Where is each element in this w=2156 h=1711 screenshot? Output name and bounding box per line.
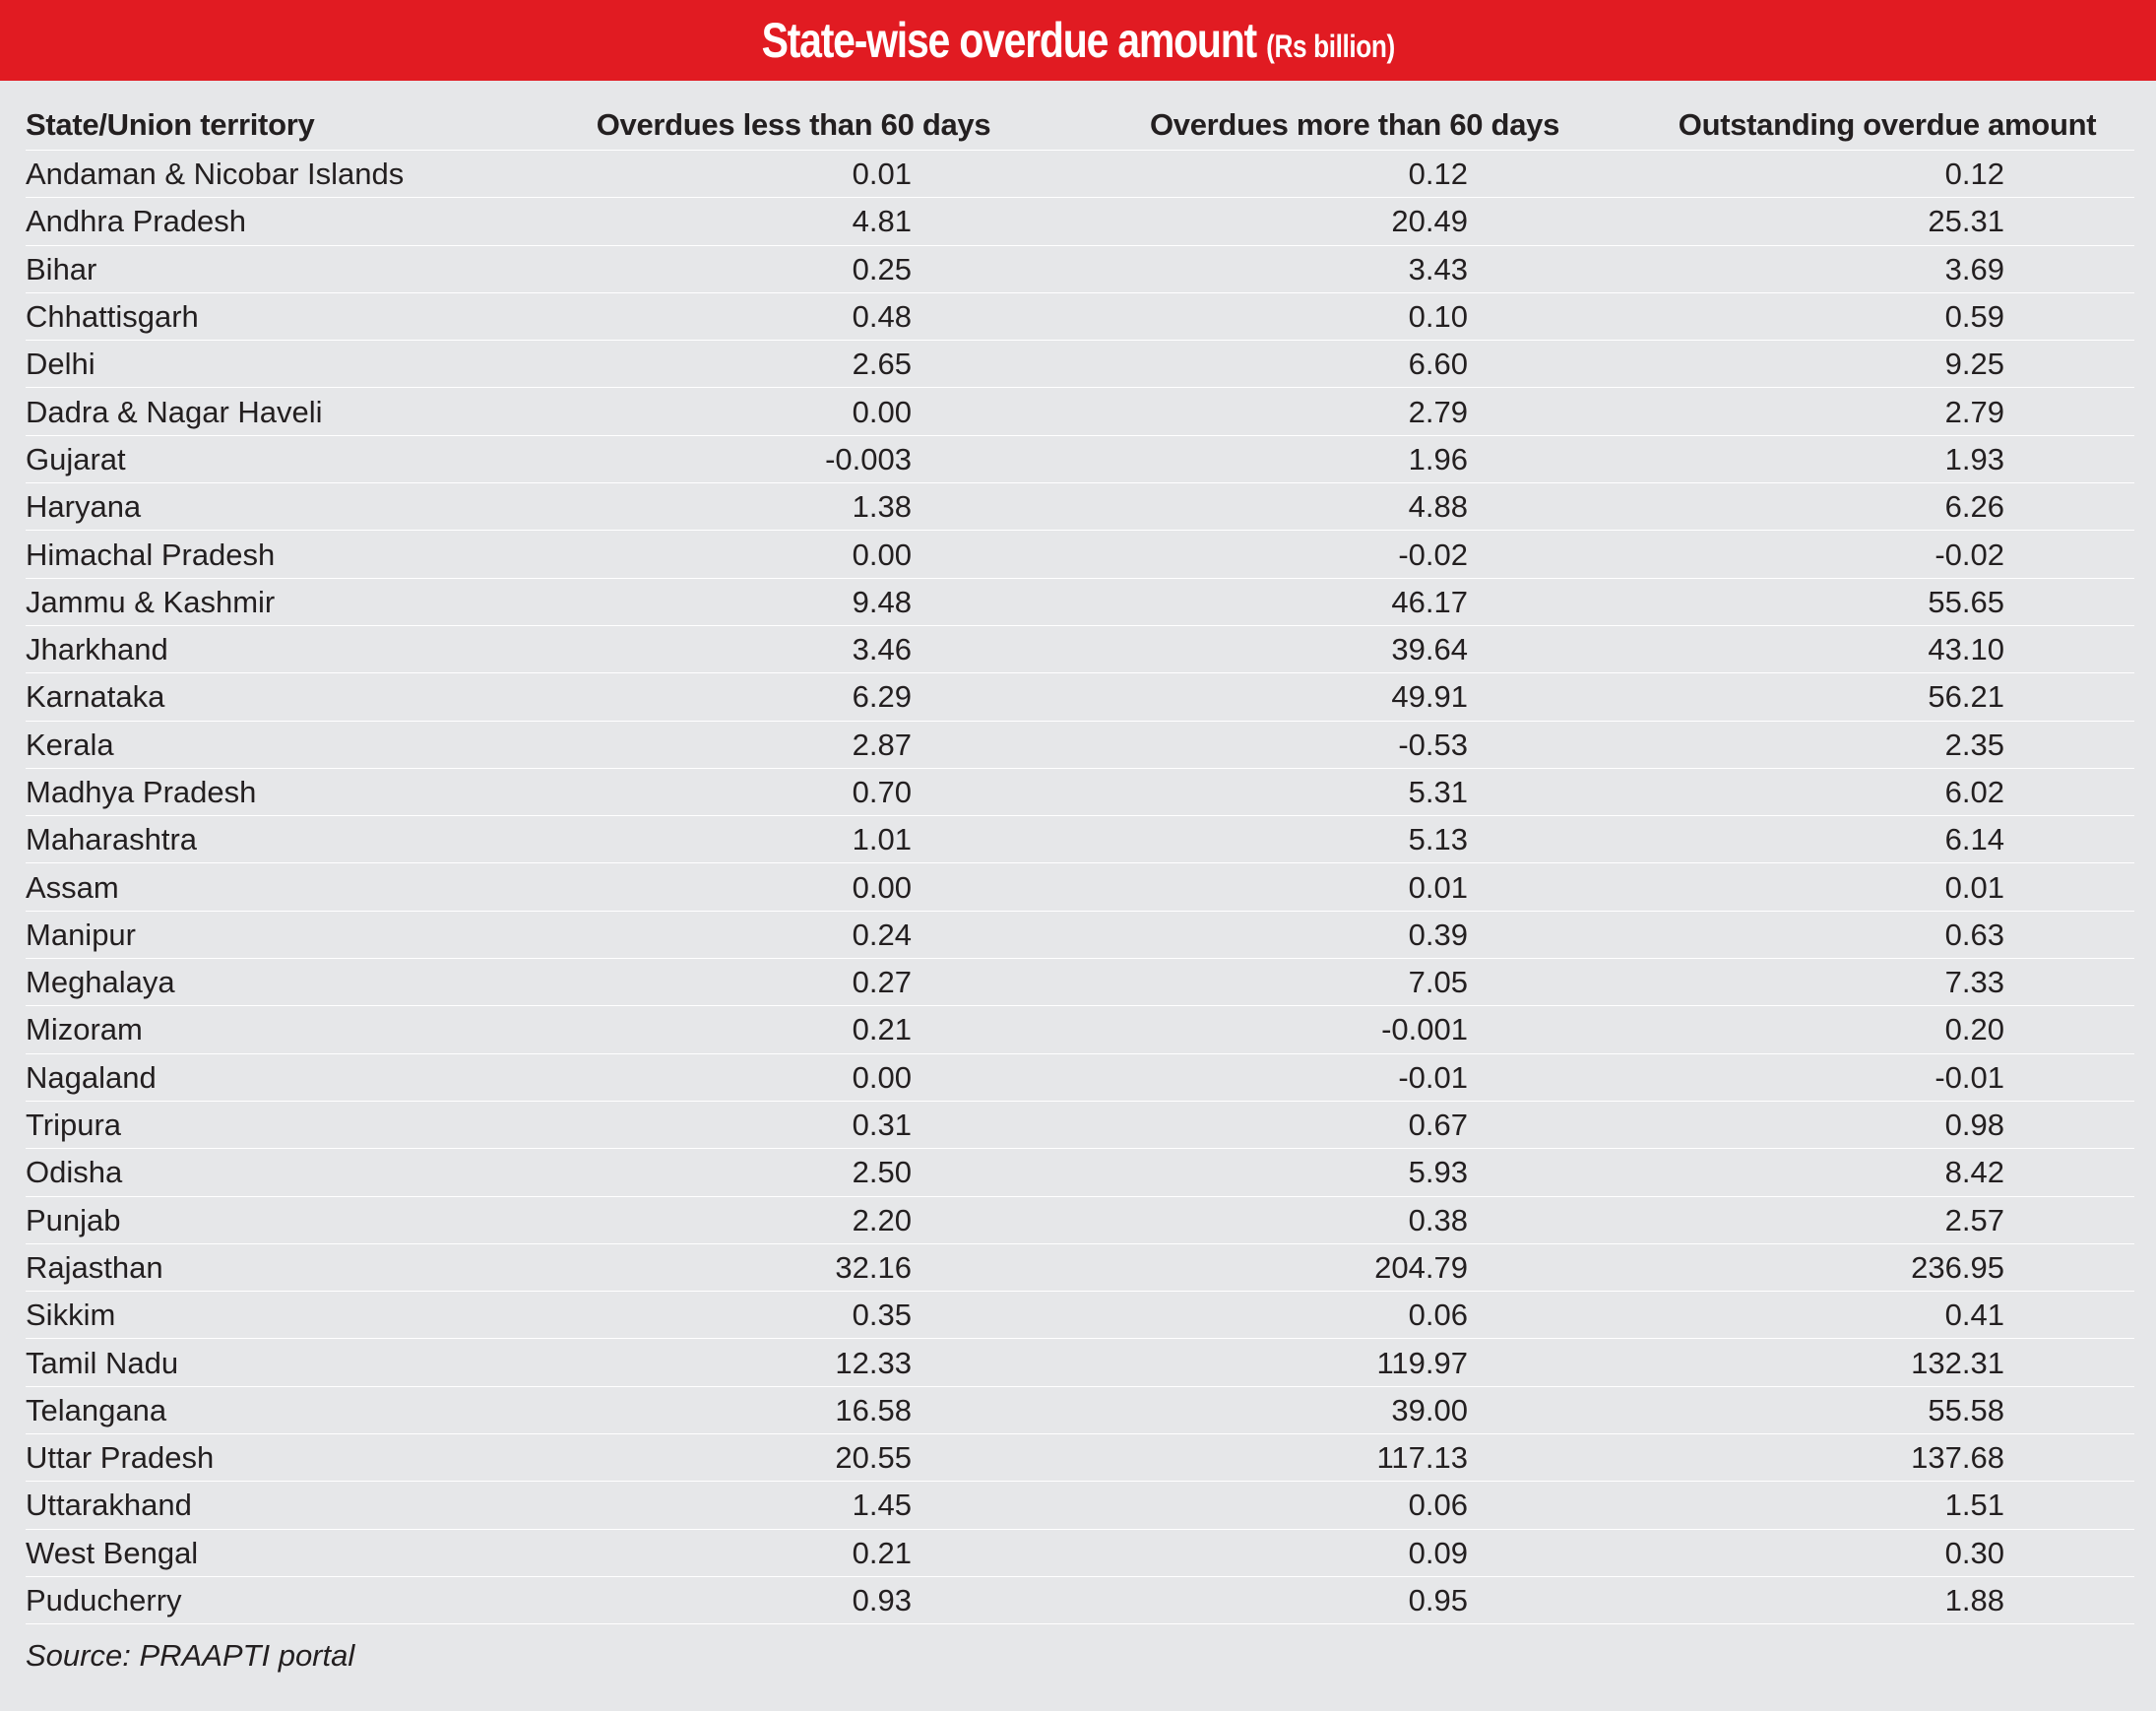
cell-less-60: 3.46 [518,625,1069,672]
cell-state: Sikkim [26,1292,518,1339]
table-row [26,388,2134,435]
cell-more-60: 2.79 [1069,388,1640,435]
cell-state: Telangana [26,1386,518,1433]
cell-less-60: 2.65 [518,341,1069,388]
cell-state: Delhi [26,341,518,388]
cell-state: Gujarat [26,435,518,482]
cell-state: Uttarakhand [26,1482,518,1529]
cell-outstanding: 6.14 [1640,816,2134,863]
cell-more-60: -0.001 [1069,1006,1640,1053]
cell-state: Assam [26,863,518,911]
cell-less-60: 0.27 [518,959,1069,1006]
table-row [26,768,2134,815]
cell-outstanding: 236.95 [1640,1243,2134,1291]
cell-less-60: 0.21 [518,1529,1069,1576]
cell-less-60: 0.35 [518,1292,1069,1339]
cell-outstanding: 0.41 [1640,1292,2134,1339]
table-row [26,673,2134,721]
header-less-60: Overdues less than 60 days [518,98,1069,151]
cell-state: Tripura [26,1101,518,1148]
table-row [26,1339,2134,1386]
table-row [26,911,2134,958]
cell-outstanding: -0.01 [1640,1053,2134,1101]
header-state: State/Union territory [26,98,518,151]
source-note: Source: PRAAPTI portal [26,1638,355,1673]
cell-outstanding: 0.59 [1640,292,2134,340]
cell-more-60: 7.05 [1069,959,1640,1006]
cell-more-60: 0.01 [1069,863,1640,911]
table-row [26,1101,2134,1148]
cell-outstanding: 1.93 [1640,435,2134,482]
cell-state: West Bengal [26,1529,518,1576]
cell-more-60: -0.02 [1069,531,1640,578]
cell-state: Mizoram [26,1006,518,1053]
cell-state: Madhya Pradesh [26,768,518,815]
cell-outstanding: 0.30 [1640,1529,2134,1576]
cell-state: Maharashtra [26,816,518,863]
table-row [26,1053,2134,1101]
cell-less-60: 1.38 [518,483,1069,531]
cell-less-60: 1.01 [518,816,1069,863]
cell-more-60: 0.95 [1069,1576,1640,1623]
cell-state: Nagaland [26,1053,518,1101]
cell-state: Dadra & Nagar Haveli [26,388,518,435]
chart-title-group [761,12,1394,69]
cell-outstanding: 0.20 [1640,1006,2134,1053]
cell-more-60: 204.79 [1069,1243,1640,1291]
cell-state: Meghalaya [26,959,518,1006]
cell-more-60: 1.96 [1069,435,1640,482]
cell-state: Jammu & Kashmir [26,578,518,625]
cell-more-60: 5.13 [1069,816,1640,863]
cell-more-60: 0.12 [1069,151,1640,198]
cell-state: Jharkhand [26,625,518,672]
table-row [26,1434,2134,1482]
cell-outstanding: 0.12 [1640,151,2134,198]
cell-more-60: 0.39 [1069,911,1640,958]
cell-less-60: 1.45 [518,1482,1069,1529]
table-row [26,1196,2134,1243]
cell-outstanding: 55.65 [1640,578,2134,625]
table-row [26,1386,2134,1433]
cell-less-60: 0.93 [518,1576,1069,1623]
cell-more-60: 0.06 [1069,1292,1640,1339]
cell-outstanding: 2.35 [1640,721,2134,768]
chart-title: State-wise overdue amount [761,13,1256,68]
cell-less-60: 32.16 [518,1243,1069,1291]
cell-outstanding: 6.26 [1640,483,2134,531]
cell-more-60: 6.60 [1069,341,1640,388]
cell-state: Rajasthan [26,1243,518,1291]
table-row [26,1149,2134,1196]
cell-more-60: 3.43 [1069,245,1640,292]
cell-state: Tamil Nadu [26,1339,518,1386]
cell-outstanding: 2.79 [1640,388,2134,435]
cell-more-60: 49.91 [1069,673,1640,721]
table-row [26,1529,2134,1576]
cell-outstanding: 0.63 [1640,911,2134,958]
cell-outstanding: 3.69 [1640,245,2134,292]
table-row [26,151,2134,198]
cell-less-60: 2.20 [518,1196,1069,1243]
cell-less-60: 0.00 [518,388,1069,435]
cell-state: Andhra Pradesh [26,198,518,245]
cell-more-60: 4.88 [1069,483,1640,531]
cell-less-60: 0.48 [518,292,1069,340]
cell-outstanding: 137.68 [1640,1434,2134,1482]
table-row [26,863,2134,911]
cell-more-60: 0.06 [1069,1482,1640,1529]
cell-outstanding: 2.57 [1640,1196,2134,1243]
cell-more-60: 0.67 [1069,1101,1640,1148]
table-body [26,151,2134,1624]
cell-more-60: 5.93 [1069,1149,1640,1196]
cell-state: Chhattisgarh [26,292,518,340]
header-outstanding: Outstanding overdue amount [1640,98,2134,151]
cell-state: Punjab [26,1196,518,1243]
table-header [26,98,2134,151]
cell-less-60: -0.003 [518,435,1069,482]
cell-state: Andaman & Nicobar Islands [26,151,518,198]
cell-less-60: 2.50 [518,1149,1069,1196]
cell-more-60: -0.53 [1069,721,1640,768]
cell-outstanding: -0.02 [1640,531,2134,578]
table-row [26,816,2134,863]
cell-less-60: 20.55 [518,1434,1069,1482]
cell-more-60: 119.97 [1069,1339,1640,1386]
cell-outstanding: 0.01 [1640,863,2134,911]
cell-state: Bihar [26,245,518,292]
table-row [26,721,2134,768]
cell-more-60: 20.49 [1069,198,1640,245]
cell-less-60: 9.48 [518,578,1069,625]
cell-state: Kerala [26,721,518,768]
title-banner [0,0,2156,81]
table-row [26,625,2134,672]
cell-state: Puducherry [26,1576,518,1623]
cell-state: Odisha [26,1149,518,1196]
cell-less-60: 0.21 [518,1006,1069,1053]
cell-outstanding: 0.98 [1640,1101,2134,1148]
table-row [26,483,2134,531]
cell-less-60: 0.00 [518,1053,1069,1101]
cell-less-60: 0.25 [518,245,1069,292]
cell-more-60: 117.13 [1069,1434,1640,1482]
cell-less-60: 16.58 [518,1386,1069,1433]
cell-outstanding: 55.58 [1640,1386,2134,1433]
table-row [26,1576,2134,1623]
cell-outstanding: 56.21 [1640,673,2134,721]
table-row [26,578,2134,625]
cell-less-60: 0.00 [518,531,1069,578]
header-more-60: Overdues more than 60 days [1069,98,1640,151]
table-row [26,292,2134,340]
cell-more-60: 39.64 [1069,625,1640,672]
cell-less-60: 6.29 [518,673,1069,721]
table-row [26,1006,2134,1053]
header-row [26,98,2134,151]
cell-less-60: 0.70 [518,768,1069,815]
table-row [26,531,2134,578]
cell-state: Haryana [26,483,518,531]
cell-state: Himachal Pradesh [26,531,518,578]
cell-more-60: 5.31 [1069,768,1640,815]
cell-outstanding: 6.02 [1640,768,2134,815]
cell-more-60: 0.38 [1069,1196,1640,1243]
table-row [26,1292,2134,1339]
cell-more-60: 0.09 [1069,1529,1640,1576]
table-row [26,959,2134,1006]
cell-less-60: 12.33 [518,1339,1069,1386]
cell-state: Manipur [26,911,518,958]
cell-outstanding: 43.10 [1640,625,2134,672]
cell-state: Uttar Pradesh [26,1434,518,1482]
table-container [26,98,2134,1624]
cell-less-60: 4.81 [518,198,1069,245]
cell-outstanding: 9.25 [1640,341,2134,388]
cell-outstanding: 1.88 [1640,1576,2134,1623]
table-row [26,245,2134,292]
table-row [26,198,2134,245]
cell-outstanding: 7.33 [1640,959,2134,1006]
chart-unit: (Rs billion) [1265,29,1395,64]
cell-outstanding: 1.51 [1640,1482,2134,1529]
cell-less-60: 0.24 [518,911,1069,958]
cell-less-60: 0.00 [518,863,1069,911]
cell-outstanding: 132.31 [1640,1339,2134,1386]
cell-more-60: 46.17 [1069,578,1640,625]
table-row [26,435,2134,482]
table-row [26,1243,2134,1291]
cell-more-60: 39.00 [1069,1386,1640,1433]
table-row [26,341,2134,388]
cell-less-60: 0.01 [518,151,1069,198]
cell-outstanding: 25.31 [1640,198,2134,245]
cell-more-60: 0.10 [1069,292,1640,340]
overdue-table [26,98,2134,1624]
cell-outstanding: 8.42 [1640,1149,2134,1196]
cell-state: Karnataka [26,673,518,721]
cell-more-60: -0.01 [1069,1053,1640,1101]
cell-less-60: 2.87 [518,721,1069,768]
table-row [26,1482,2134,1529]
cell-less-60: 0.31 [518,1101,1069,1148]
